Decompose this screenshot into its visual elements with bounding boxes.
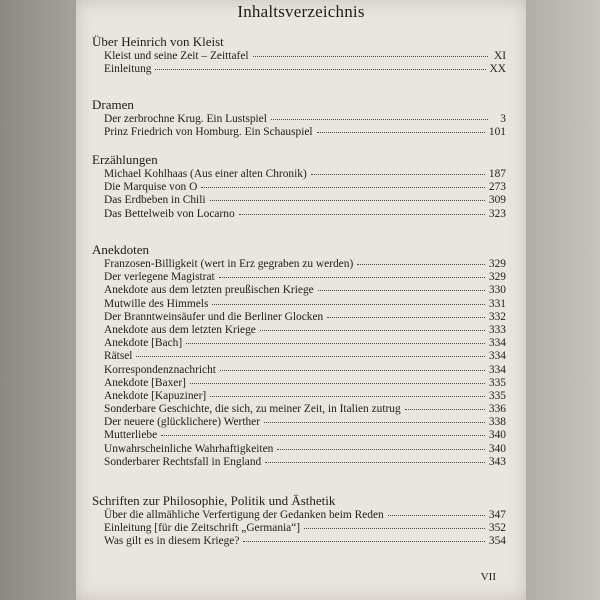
dot-leader (136, 355, 484, 357)
toc-entry (92, 113, 506, 126)
toc-entry (92, 337, 506, 350)
dot-leader (311, 173, 485, 175)
entry-title: Mutwille des Himmels (104, 297, 209, 310)
entry-title: Der Branntweinsäufer und die Berliner Glocken (104, 310, 324, 323)
entry-title: Kleist und seine Zeit – Zeittafel (104, 50, 249, 62)
entry-title: Das Erdbeben in Chili (104, 194, 206, 207)
entry-page-number: 354 (488, 535, 506, 548)
dot-leader (201, 186, 485, 188)
entry-page-number: 334 (488, 363, 506, 376)
toc-entry (92, 429, 506, 442)
toc-entry (92, 403, 506, 416)
toc-entry (92, 271, 506, 284)
entry-page-number: 331 (488, 297, 506, 310)
dot-leader (277, 448, 485, 450)
dot-leader (243, 540, 484, 542)
toc-entry (92, 50, 506, 63)
page-title: Inhaltsverzeichnis (237, 2, 365, 21)
toc-entry (92, 194, 506, 207)
toc-entry (92, 456, 506, 469)
toc-entry (92, 324, 506, 337)
dot-leader (264, 421, 485, 423)
entry-page-number: 334 (488, 350, 506, 363)
toc-entry (92, 350, 506, 363)
entry-title: Einleitung [für die Zeitschrift „Germania“] (104, 522, 301, 535)
toc-entry (92, 168, 506, 181)
entry-title: Franzosen-Billigkeit (wert in Erz gegraben zu werden) (104, 258, 354, 270)
entry-page-number: 352 (488, 522, 506, 535)
toc-section (92, 492, 506, 549)
toc-entry (92, 535, 506, 548)
toc-entry (92, 208, 506, 221)
entry-page-number: 335 (488, 376, 506, 389)
dot-leader (210, 395, 485, 397)
entry-page-number: 343 (488, 455, 506, 468)
toc-section (92, 33, 506, 76)
dot-leader (155, 68, 485, 70)
entry-title: Anekdote aus dem letzten preußischen Kriege (104, 284, 314, 297)
dot-leader (161, 434, 485, 436)
entry-page-number: 336 (488, 403, 506, 416)
entry-title: Über die allmähliche Verfertigung der Gedanken beim Reden (104, 509, 384, 521)
page-number: VII (480, 571, 496, 583)
background-left (0, 0, 76, 600)
entry-title: Sonderbarer Rechtsfall in England (104, 455, 262, 468)
dot-leader (219, 276, 485, 278)
dot-leader (253, 55, 488, 57)
toc-entry (92, 63, 506, 76)
dot-leader (388, 514, 485, 516)
toc-entry (92, 126, 506, 139)
toc-entry (92, 258, 506, 271)
entry-page-number: 347 (488, 509, 506, 521)
dot-leader (304, 527, 485, 529)
toc-entry (92, 298, 506, 311)
dot-leader (186, 342, 485, 344)
toc-entry (92, 364, 506, 377)
entry-page-number: 330 (488, 284, 506, 297)
section-heading: Schriften zur Philosophie, Politik und Ästhetik (92, 493, 336, 508)
entry-page-number: 332 (488, 310, 506, 323)
entry-page-number: 333 (488, 323, 506, 336)
entry-page-number: 338 (488, 416, 506, 429)
entry-page-number: 329 (488, 271, 506, 284)
dot-leader (265, 461, 485, 463)
dot-leader (212, 303, 484, 305)
entry-page-number: XI (493, 50, 506, 62)
entry-title: Mutterliebe (104, 429, 158, 442)
entry-page-number: 187 (488, 168, 506, 180)
entry-title: Michael Kohlhaas (Aus einer alten Chronik) (104, 168, 307, 180)
entry-page-number: 329 (488, 258, 506, 270)
dot-leader (357, 263, 485, 265)
entry-title: Die Marquise von O (104, 181, 198, 194)
entry-page-number: 323 (488, 207, 506, 220)
entry-page-number: 334 (488, 337, 506, 350)
entry-title: Anekdote [Bach] (104, 337, 183, 350)
toc-entry (92, 390, 506, 403)
entry-title: Anekdote [Baxer] (104, 376, 186, 389)
book-page (76, 0, 526, 600)
dot-leader (405, 408, 485, 410)
entry-page-number: 335 (488, 389, 506, 402)
entry-title: Prinz Friedrich von Homburg. Ein Schauspiel (104, 126, 313, 139)
section-heading: Über Heinrich von Kleist (92, 34, 224, 49)
entry-page-number: XX (489, 63, 506, 76)
entry-title: Was gilt es in diesem Kriege? (104, 535, 240, 548)
entry-title: Rätsel (104, 350, 133, 363)
dot-leader (190, 382, 485, 384)
entry-title: Der zerbrochne Krug. Ein Lustspiel (104, 113, 267, 125)
dot-leader (260, 329, 485, 331)
toc-section (92, 241, 506, 469)
entry-page-number: 340 (488, 442, 506, 455)
toc-entry (92, 181, 506, 194)
entry-page-number: 3 (500, 113, 506, 125)
toc-entry (92, 443, 506, 456)
entry-title: Der verlegene Magistrat (104, 271, 215, 284)
entry-title: Das Bettelweib von Locarno (104, 207, 235, 220)
section-heading: Dramen (92, 97, 134, 112)
toc-entry (92, 509, 506, 522)
dot-leader (317, 131, 485, 133)
dot-leader (271, 118, 488, 120)
section-heading: Anekdoten (92, 242, 150, 257)
entry-title: Unwahrscheinliche Wahrhaftigkeiten (104, 442, 274, 455)
toc-section (92, 151, 506, 221)
entry-title: Sonderbare Geschichte, die sich, zu meiner Zeit, in Italien zutrug (104, 403, 401, 416)
entry-page-number: 340 (488, 429, 506, 442)
entry-page-number: 273 (488, 181, 506, 194)
toc-entry (92, 522, 506, 535)
dot-leader (220, 369, 485, 371)
dot-leader (327, 316, 485, 318)
dot-leader (318, 289, 485, 291)
entry-page-number: 309 (488, 194, 506, 207)
toc-entry (92, 284, 506, 297)
toc-entry (92, 416, 506, 429)
entry-title: Einleitung (104, 63, 152, 76)
background-right (526, 0, 600, 600)
section-heading: Erzählungen (92, 152, 158, 167)
dot-leader (210, 199, 485, 201)
toc-section (92, 96, 506, 139)
entry-page-number: 101 (488, 126, 506, 139)
dot-leader (239, 213, 485, 215)
entry-title: Anekdote aus dem letzten Kriege (104, 323, 256, 336)
toc-entry (92, 311, 506, 324)
toc-entry (92, 377, 506, 390)
entry-title: Korrespondenznachricht (104, 363, 216, 376)
entry-title: Anekdote [Kapuziner] (104, 389, 207, 402)
entry-title: Der neuere (glücklichere) Werther (104, 416, 261, 429)
